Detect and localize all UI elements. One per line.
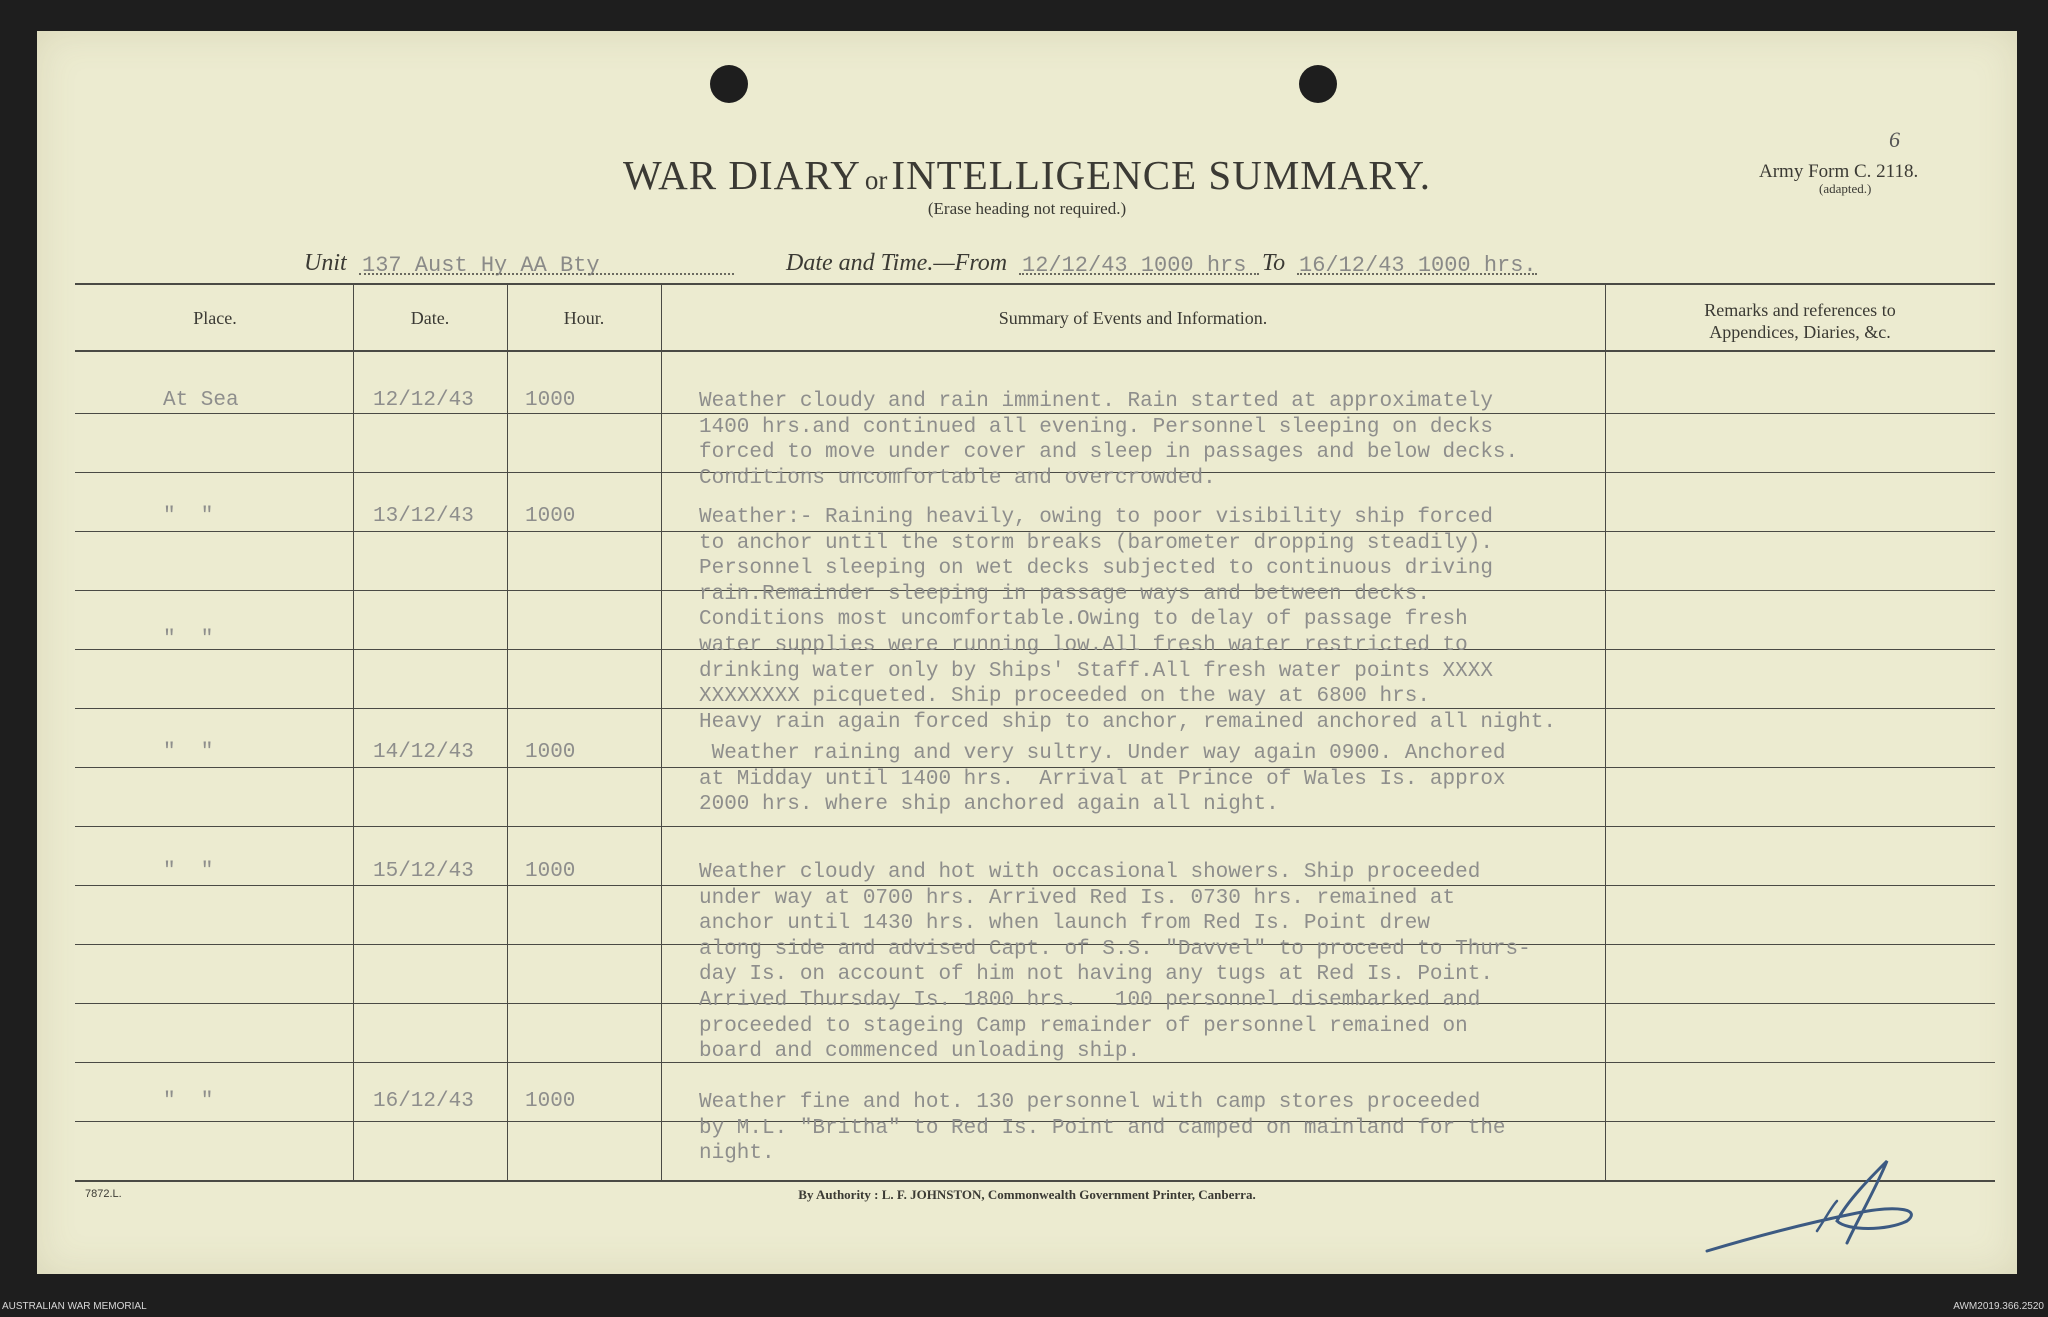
unit-value: 137 Aust Hy AA Bty — [362, 253, 600, 278]
archive-caption-left: AUSTRALIAN WAR MEMORIAL — [2, 1301, 147, 1312]
from-value: 12/12/43 1000 hrs — [1022, 253, 1247, 278]
col-divider-place — [353, 283, 354, 1180]
entry-date: 15/12/43 — [373, 860, 474, 883]
punch-hole-left — [710, 65, 748, 103]
entry-date: 13/12/43 — [373, 505, 474, 528]
archive-caption-right: AWM2019.366.2520 — [1953, 1301, 2044, 1312]
form-code: 7872.L. — [85, 1188, 122, 1200]
col-divider-date — [507, 283, 508, 1180]
entry-summary: Weather fine and hot. 130 personnel with camp stores proceeded by M.L. "Britha" to Red Is. Point and camped on mainland for the night. — [699, 1091, 1506, 1166]
entry-place: " " — [163, 741, 214, 764]
entry-place: " " — [163, 505, 214, 528]
title-war-diary: WAR DIARY — [622, 152, 861, 198]
title-intelligence-summary: INTELLIGENCE SUMMARY. — [891, 152, 1432, 198]
row-rule — [75, 826, 1995, 827]
col-header-place: Place. — [193, 308, 237, 328]
col-header-summary: Summary of Events and Information. — [998, 308, 1268, 328]
entry-hour: 1000 — [525, 741, 576, 764]
unit-dotted-line — [359, 273, 734, 275]
signature-stroke — [1707, 1161, 1911, 1251]
signature-stroke — [1817, 1201, 1837, 1231]
entry-hour: 1000 — [525, 860, 576, 883]
from-dotted-line — [1019, 273, 1259, 275]
entry-date: 14/12/43 — [373, 741, 474, 764]
entry-place: At Sea — [163, 389, 239, 412]
signature — [1697, 1131, 1937, 1261]
entry-date: 16/12/43 — [373, 1090, 474, 1113]
col-header-hour: Hour. — [563, 308, 605, 328]
army-form-number: Army Form C. 2118. — [1759, 161, 1919, 182]
table-top-rule — [75, 283, 1995, 285]
col-divider-hour — [661, 283, 662, 1180]
entry-summary: Weather raining and very sultry. Under way again 0900. Anchored at Midday until 1400 hrs. Arrival at Prince of Wales Is. approx 2000 hrs. where ship anchored again all night. — [699, 742, 1506, 817]
entry-summary: Weather:- Raining heavily, owing to poor visibility ship forced to anchor until the storm breaks (barometer dropping steadily). Personnel sleeping on wet decks subjected to continuous driving rain.Remainder sleeping in passage ways and between decks. Conditions most uncomfortable.Owing to delay of passage fresh water supplies were running low.All fresh water restricted to drinking water only by Ships' Staff.All fresh water points XXXX XXXXXXXX picqueted. Ship proceeded on the way at 6800 hrs. Heavy rain again forced ship to anchor, remained anchored all night. — [699, 506, 1556, 734]
entry-place: " " — [163, 1090, 214, 1113]
title-or: or — [864, 165, 888, 195]
to-dotted-line — [1297, 273, 1537, 275]
unit-label: Unit — [304, 250, 347, 276]
entry-date: 12/12/43 — [373, 389, 474, 412]
table-header-rule — [75, 350, 1995, 352]
entry-hour: 1000 — [525, 505, 576, 528]
corner-mark: 6 — [1889, 127, 1900, 152]
diary-sheet — [37, 31, 2017, 1274]
date-time-label: Date and Time.—From — [786, 250, 1008, 276]
erase-note: (Erase heading not required.) — [927, 199, 1127, 218]
remarks-header-line2: Appendices, Diaries, &c. — [1709, 322, 1891, 342]
printer-authority: By Authority : L. F. JOHNSTON, Commonwealth Government Printer, Canberra. — [798, 1187, 1256, 1202]
form-title — [37, 151, 2017, 199]
entry-place: " " — [163, 860, 214, 883]
col-header-remarks — [1605, 299, 1995, 343]
punch-hole-right — [1299, 65, 1337, 103]
army-form-adapted: (adapted.) — [1819, 181, 1872, 196]
entry-hour: 1000 — [525, 389, 576, 412]
to-label: To — [1262, 250, 1286, 276]
col-header-date: Date. — [410, 308, 450, 328]
entry-hour: 1000 — [525, 1090, 576, 1113]
to-value: 16/12/43 1000 hrs. — [1299, 253, 1537, 278]
entry-place: " " — [163, 628, 214, 651]
remarks-header-line1: Remarks and references to — [1704, 300, 1896, 320]
entry-summary: Weather cloudy and rain imminent. Rain started at approximately 1400 hrs.and continued all evening. Personnel sleeping on decks forced to move under cover and sleep in passages and below decks. Conditions uncomfortable and overcrowded. — [699, 390, 1519, 490]
entry-summary: Weather cloudy and hot with occasional showers. Ship proceeded under way at 0700 hrs. Arrived Red Is. 0730 hrs. remained at anchor until 1430 hrs. when launch from Red Is. Point drew along side and advised Capt. of S.S. "Davvel" to proceed to Thurs- day Is. on account of him not having any tugs at Red Is. Point. Arrived Thursday Is. 1800 hrs. 100 personnel disembarked and proceeded to stageing Camp remainder of personnel remained on board and commenced unloading ship. — [699, 861, 1531, 1064]
